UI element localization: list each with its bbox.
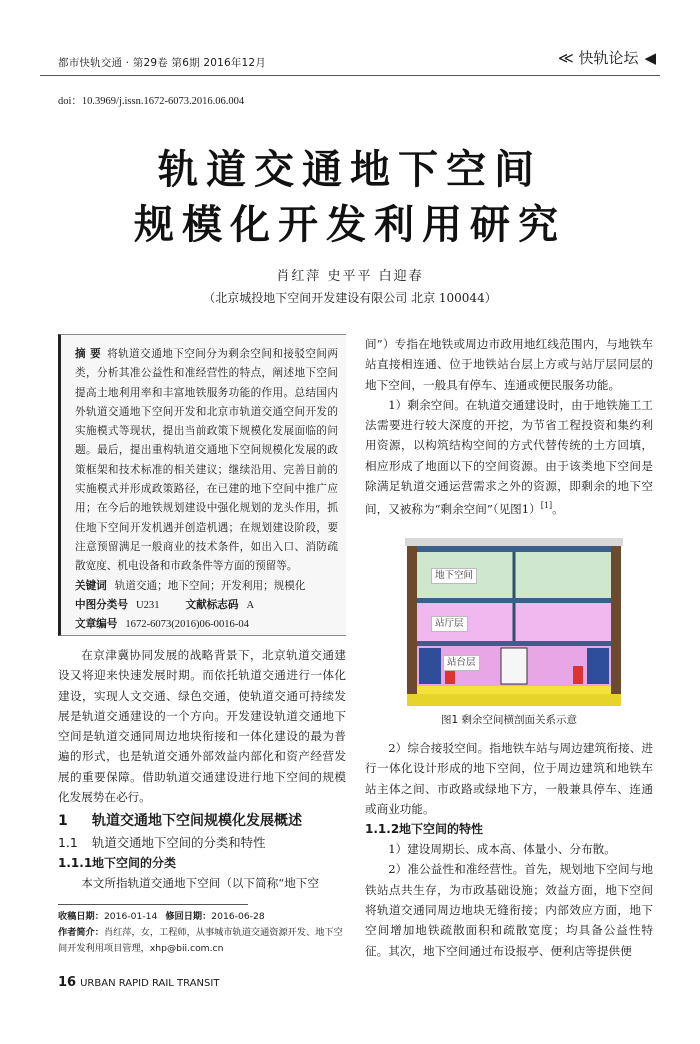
- left-track-zone: [419, 648, 441, 684]
- abstract-body: 将轨道交通地下空间分为剩余空间和接驳空间两类，分析其准公益性和准经营性的特点，阐述地下空间提高土地利用率和丰富地铁服务功能的作用。总结国内外轨道交通地下空间开发和北京市轨道交通空间开发的实施模式等现状，提出当前政策下规模化发展面临的问题。最后，提出重构轨道交通地下空间规模化发展的政策框架和技术标准的相关建议；继续沿用、完善目前的实施模式并形成政策路径，在已建的地下空间中推广应用；在今后的地铁规划建设中强化规划的龙头作用，抓住地下空间开发机遇并创造机遇；在规划建设阶段，要注意预留满足一般商业的技术条件，如出入口、消防疏散宽度、机电设备和市政条件等方面的预留等。: [75, 348, 338, 573]
- abstract-text: [75, 345, 338, 577]
- section-1-title: 轨道交通地下空间规模化发展概述: [92, 813, 302, 830]
- section-1-heading: [58, 811, 346, 831]
- keywords-line: [75, 577, 338, 596]
- article-number-line: [75, 615, 338, 634]
- column-header: [558, 47, 656, 68]
- section-1-1-2-heading: [365, 819, 653, 839]
- roof-slab: [417, 546, 611, 552]
- label-station-hall: 站厅层: [431, 616, 468, 632]
- journal-header: 都市快轨交通 · 第29卷 第6期 2016年12月: [58, 57, 267, 69]
- label-platform: 站台层: [443, 655, 480, 671]
- revised-label: 修回日期：: [165, 911, 212, 922]
- abstract-label: 摘 要: [75, 348, 102, 360]
- title-line-2: 规模化开发利用研究: [134, 202, 566, 248]
- footnote-author: [58, 925, 348, 957]
- section-1-1-1-number: 1.1.1: [58, 856, 93, 871]
- feature-1-paragraph: 1）建设周期长、成本高、体量小、分布散。: [388, 842, 616, 857]
- authors: 肖红萍 史平平 白迎春: [276, 269, 424, 284]
- affiliation: （北京城投地下空间开发建设有限公司 北京 100044）: [203, 291, 497, 305]
- author-info: 肖红萍，女，工程师，从事城市轨道交通资源开发、地下空间开发利用项目管理，xhp@bii.com.cn: [58, 927, 343, 954]
- author-label: 作者简介：: [58, 927, 104, 938]
- slab-1: [417, 598, 611, 603]
- header-rule: [40, 75, 660, 76]
- article-no-label: 文章编号: [75, 617, 118, 630]
- section-1-1-2-title: 地下空间的特性: [399, 822, 484, 837]
- doi: doi：10.3969/j.issn.1672-6073.2016.06.004: [58, 96, 245, 107]
- received-label: 收稿日期：: [58, 911, 104, 922]
- classification-line: [75, 596, 338, 615]
- remaining-space-text: 1）剩余空间。在轨道交通建设时，由于地铁施工工法需要进行较大深度的开挖，为节省工程投资和集约利用资源，以构筑结构空间的方式代替传统的土方回填，相应形成了地面以下的空间资源。由于该类地下空间是除满足轨道交通运营需求之外的资源，即剩余的地下空间，又被称为“剩余空间”（见图1）: [365, 397, 653, 517]
- footnote-dates: [58, 909, 348, 925]
- revised-date: 2016-06-28: [211, 911, 265, 922]
- abstract-box: [58, 334, 346, 636]
- footer-journal-name: URBAN RAPID RAIL TRANSIT: [80, 978, 220, 989]
- doc-code-label: 文献标志码: [185, 598, 239, 611]
- clc-label: 中图分类号: [75, 598, 128, 611]
- title-line-1: 轨道交通地下空间: [158, 147, 542, 193]
- section-1-1-title: 轨道交通地下空间的分类和特性: [92, 835, 266, 851]
- page-number: 16: [58, 975, 77, 990]
- right-column-bottom: [365, 738, 653, 961]
- doc-code-value: A: [246, 599, 255, 611]
- clc-value: U231: [135, 599, 160, 611]
- footnote: [58, 909, 348, 957]
- page-footer: [58, 975, 219, 990]
- section-1-1-heading: [58, 833, 346, 853]
- citation-ref: [1]: [540, 501, 553, 511]
- keywords-label: 关键词: [75, 579, 107, 592]
- figure-1-caption: 图1 剩余空间横剖面关系示意: [440, 714, 578, 726]
- section-1-number: 1: [58, 813, 68, 830]
- received-date: 2016-01-14: [103, 911, 158, 922]
- right-wall: [611, 546, 621, 706]
- classification-paragraph: 本文所指轨道交通地下空间（以下简称“地下空: [81, 876, 319, 891]
- continued-paragraph: 间”）专指在地铁或周边市政用地红线范围内，与地铁车站直接相连通、位于地铁站台层上方或与站厅层同层的地下空间，一般具有停车、连通或便民服务功能。: [365, 337, 653, 392]
- red-marker-right: [573, 666, 583, 684]
- remaining-space-paragraph: [365, 395, 653, 520]
- section-1-1-1-title: 地下空间的分类: [92, 856, 177, 871]
- connection-space-paragraph: 2）综合接驳空间。指地铁车站与周边建筑衔接、进行一体化设计形成的地下空间，位于周边建筑和地铁车站主体之间、市政路或绿地下方，一般兼具停车、连通或商业功能。: [365, 741, 653, 816]
- footnote-rule: [58, 904, 248, 905]
- right-track-zone: [587, 648, 609, 684]
- feature-2-paragraph: 2）准公益性和准经营性。首先，规划地下空间与地铁站点共生存，为市政基础设施；效益方面，地下空间将轨道交通同周边地块无缝衔接；内部效应方面，地下空间增加地铁疏散面积和疏散宽度；均具备公益性特征。其次，地下空间通过布设报亭、便利店等提供便: [365, 862, 653, 958]
- column-label: ≪ 快轨论坛: [557, 49, 639, 67]
- right-column-top: [365, 334, 653, 520]
- slab-2: [417, 641, 611, 646]
- article-no-value: 1672-6073(2016)06-0016-04: [125, 618, 249, 630]
- keywords: 轨道交通；地下空间；开发利用；规模化: [114, 579, 306, 592]
- intro-paragraph: 在京津冀协同发展的战略背景下，北京轨道交通建设又将迎来快速发展时期。而依托轨道交通进行一体化建设，实现人文交通、绿色交通，使轨道交通可持续发展是轨道交通建设的一个方向。开发建设轨道交通地下空间是轨道交通同周边地块衔接和一体化建设的最为普遍的形式，也是轨道交通外部效益内部化和资产经营发展的重要保障。借助轨道交通建设进行地下空间的规模化发展势在必行。: [58, 648, 346, 805]
- section-1-1-2-number: 1.1.2: [365, 822, 400, 837]
- left-wall: [407, 546, 417, 706]
- left-column: [58, 645, 346, 894]
- base-slab: [417, 686, 611, 694]
- remaining-space-end: 。: [552, 502, 564, 517]
- label-underground-space: 地下空间: [431, 568, 477, 584]
- triangle-marker-icon: ◀: [644, 48, 656, 67]
- platform-core: [501, 648, 527, 684]
- section-1-1-1-heading: [58, 853, 346, 873]
- ground-surface: [405, 538, 623, 546]
- foundation: [407, 694, 621, 706]
- section-1-1-number: 1.1: [58, 835, 78, 851]
- figure-1-cross-section: [405, 538, 623, 708]
